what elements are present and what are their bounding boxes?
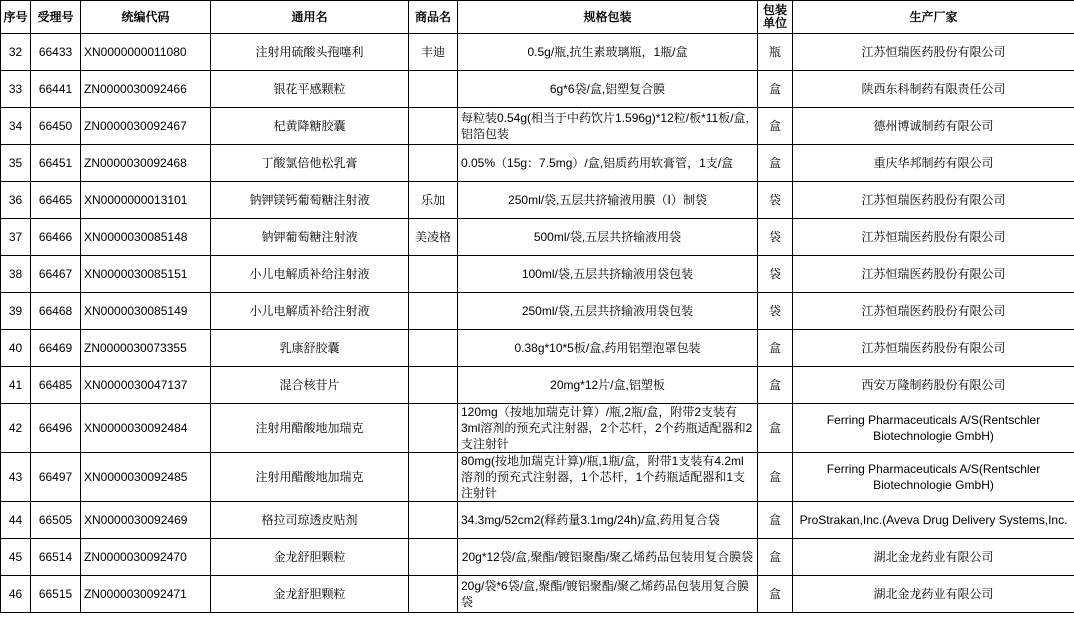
cell-unified-code: XN0000030085148: [81, 219, 211, 256]
cell-acceptance-no: 66451: [31, 145, 81, 182]
cell-manufacturer: ProStrakan,Inc.(Aveva Drug Delivery Systems,Inc.: [793, 502, 1074, 539]
table-body: [1, 34, 1074, 613]
col-header-generic-name: 通用名: [211, 1, 409, 34]
col-header-seq: 序号: [1, 1, 31, 34]
table-header-row: [1, 1, 1074, 34]
cell-package-unit: 盒: [758, 145, 793, 182]
col-header-manufacturer: 生产厂家: [793, 1, 1074, 34]
cell-seq: 37: [1, 219, 31, 256]
cell-package-unit: 袋: [758, 219, 793, 256]
cell-package-unit: 瓶: [758, 34, 793, 71]
cell-acceptance-no: 66496: [31, 404, 81, 453]
cell-package-unit: 盒: [758, 453, 793, 502]
cell-unified-code: XN0000000011080: [81, 34, 211, 71]
cell-generic-name: 钠钾镁钙葡萄糖注射液: [211, 182, 409, 219]
cell-unified-code: XN0000030047137: [81, 367, 211, 404]
cell-generic-name: 混合核苷片: [211, 367, 409, 404]
cell-package-unit: 盒: [758, 404, 793, 453]
cell-spec-package: 每粒装0.54g(相当于中药饮片1.596g)*12粒/板*11板/盒,铝箔包装: [458, 108, 758, 145]
cell-unified-code: XN0000000013101: [81, 182, 211, 219]
cell-package-unit: 袋: [758, 182, 793, 219]
cell-spec-package: 500ml/袋,五层共挤输液用袋: [458, 219, 758, 256]
table-row: [1, 367, 1074, 404]
cell-manufacturer: 重庆华邦制药有限公司: [793, 145, 1074, 182]
cell-acceptance-no: 66514: [31, 539, 81, 576]
cell-generic-name: 丁酸氯倍他松乳膏: [211, 145, 409, 182]
table-row: [1, 502, 1074, 539]
cell-acceptance-no: 66450: [31, 108, 81, 145]
cell-acceptance-no: 66485: [31, 367, 81, 404]
cell-acceptance-no: 66505: [31, 502, 81, 539]
cell-manufacturer: 湖北金龙药业有限公司: [793, 539, 1074, 576]
cell-seq: 44: [1, 502, 31, 539]
cell-seq: 36: [1, 182, 31, 219]
cell-unified-code: ZN0000030073355: [81, 330, 211, 367]
table-row: [1, 453, 1074, 502]
table-row: [1, 34, 1074, 71]
cell-spec-package: 0.38g*10*5板/盒,药用铝塑泡罩包装: [458, 330, 758, 367]
cell-generic-name: 小儿电解质补给注射液: [211, 256, 409, 293]
table-row: [1, 330, 1074, 367]
col-header-package-unit: 包装单位: [758, 1, 793, 34]
cell-manufacturer: 陕西东科制药有限责任公司: [793, 71, 1074, 108]
cell-spec-package: 80mg(按地加瑞克计算)/瓶,1瓶/盒，附带1支装有4.2ml溶剂的预充式注射器，1个芯杆，1个药瓶适配器和1支注射针: [458, 453, 758, 502]
cell-unified-code: ZN0000030092470: [81, 539, 211, 576]
table-row: [1, 576, 1074, 613]
cell-seq: 32: [1, 34, 31, 71]
col-header-acceptance-no: 受理号: [31, 1, 81, 34]
cell-trade-name: [409, 453, 458, 502]
cell-spec-package: 20g/袋*6袋/盒,聚酯/镀铝聚酯/聚乙烯药品包装用复合膜袋: [458, 576, 758, 613]
cell-generic-name: 注射用硫酸头孢噻利: [211, 34, 409, 71]
cell-package-unit: 袋: [758, 293, 793, 330]
cell-generic-name: 乳康舒胶囊: [211, 330, 409, 367]
table-row: [1, 539, 1074, 576]
cell-package-unit: 袋: [758, 256, 793, 293]
cell-trade-name: [409, 367, 458, 404]
cell-seq: 33: [1, 71, 31, 108]
cell-acceptance-no: 66497: [31, 453, 81, 502]
col-header-unified-code: 统编代码: [81, 1, 211, 34]
col-header-spec-package: 规格包装: [458, 1, 758, 34]
cell-seq: 39: [1, 293, 31, 330]
cell-unified-code: ZN0000030092466: [81, 71, 211, 108]
cell-trade-name: [409, 539, 458, 576]
cell-manufacturer: 江苏恒瑞医药股份有限公司: [793, 330, 1074, 367]
cell-unified-code: XN0000030085149: [81, 293, 211, 330]
cell-spec-package: 250ml/袋,五层共挤输液用膜（Ⅰ）制袋: [458, 182, 758, 219]
cell-manufacturer: 湖北金龙药业有限公司: [793, 576, 1074, 613]
cell-generic-name: 小儿电解质补给注射液: [211, 293, 409, 330]
cell-package-unit: 盒: [758, 576, 793, 613]
cell-trade-name: 丰迪: [409, 34, 458, 71]
cell-package-unit: 盒: [758, 539, 793, 576]
cell-trade-name: [409, 256, 458, 293]
cell-seq: 34: [1, 108, 31, 145]
cell-unified-code: ZN0000030092471: [81, 576, 211, 613]
cell-unified-code: ZN0000030092468: [81, 145, 211, 182]
cell-package-unit: 盒: [758, 108, 793, 145]
cell-generic-name: 钠钾葡萄糖注射液: [211, 219, 409, 256]
cell-seq: 35: [1, 145, 31, 182]
cell-spec-package: 6g*6袋/盒,铝塑复合膜: [458, 71, 758, 108]
cell-spec-package: 250ml/袋,五层共挤输液用袋包装: [458, 293, 758, 330]
cell-manufacturer: 江苏恒瑞医药股份有限公司: [793, 219, 1074, 256]
cell-acceptance-no: 66468: [31, 293, 81, 330]
cell-unified-code: XN0000030085151: [81, 256, 211, 293]
cell-seq: 43: [1, 453, 31, 502]
cell-generic-name: 金龙舒胆颗粒: [211, 576, 409, 613]
cell-generic-name: 杞黄降糖胶囊: [211, 108, 409, 145]
cell-seq: 38: [1, 256, 31, 293]
cell-manufacturer: 江苏恒瑞医药股份有限公司: [793, 182, 1074, 219]
cell-acceptance-no: 66441: [31, 71, 81, 108]
cell-acceptance-no: 66515: [31, 576, 81, 613]
table-row: [1, 145, 1074, 182]
cell-spec-package: 20g*12袋/盒,聚酯/镀铝聚酯/聚乙烯药品包装用复合膜袋: [458, 539, 758, 576]
cell-package-unit: 盒: [758, 367, 793, 404]
cell-manufacturer: 江苏恒瑞医药股份有限公司: [793, 256, 1074, 293]
cell-spec-package: 20mg*12片/盒,铝塑板: [458, 367, 758, 404]
cell-unified-code: XN0000030092469: [81, 502, 211, 539]
cell-seq: 41: [1, 367, 31, 404]
table-row: [1, 108, 1074, 145]
cell-trade-name: 美凌格: [409, 219, 458, 256]
cell-spec-package: 100ml/袋,五层共挤输液用袋包装: [458, 256, 758, 293]
cell-spec-package: 0.5g/瓶,抗生素玻璃瓶，1瓶/盒: [458, 34, 758, 71]
cell-package-unit: 盒: [758, 330, 793, 367]
cell-manufacturer: 江苏恒瑞医药股份有限公司: [793, 34, 1074, 71]
table-row: [1, 71, 1074, 108]
cell-generic-name: 金龙舒胆颗粒: [211, 539, 409, 576]
cell-unified-code: XN0000030092485: [81, 453, 211, 502]
cell-trade-name: [409, 293, 458, 330]
cell-generic-name: 银花平感颗粒: [211, 71, 409, 108]
cell-package-unit: 盒: [758, 502, 793, 539]
table-row: [1, 256, 1074, 293]
cell-acceptance-no: 66469: [31, 330, 81, 367]
cell-seq: 46: [1, 576, 31, 613]
table-row: [1, 219, 1074, 256]
cell-spec-package: 34.3mg/52cm2(释药量3.1mg/24h)/盒,药用复合袋: [458, 502, 758, 539]
cell-acceptance-no: 66433: [31, 34, 81, 71]
cell-acceptance-no: 66465: [31, 182, 81, 219]
cell-trade-name: [409, 404, 458, 453]
cell-seq: 45: [1, 539, 31, 576]
cell-manufacturer: Ferring Pharmaceuticals A/S(Rentschler Biotechnologie GmbH): [793, 404, 1074, 453]
cell-trade-name: [409, 71, 458, 108]
table-row: [1, 404, 1074, 453]
cell-generic-name: 格拉司琼透皮贴剂: [211, 502, 409, 539]
table-row: [1, 182, 1074, 219]
cell-manufacturer: 江苏恒瑞医药股份有限公司: [793, 293, 1074, 330]
cell-acceptance-no: 66467: [31, 256, 81, 293]
cell-manufacturer: 德州博诚制药有限公司: [793, 108, 1074, 145]
cell-trade-name: [409, 576, 458, 613]
cell-spec-package: 120mg（按地加瑞克计算）/瓶,2瓶/盒，附带2支装有3ml溶剂的预充式注射器，2个芯杆，2个药瓶适配器和2支注射针: [458, 404, 758, 453]
cell-trade-name: [409, 330, 458, 367]
cell-manufacturer: 西安万隆制药股份有限公司: [793, 367, 1074, 404]
cell-spec-package: 0.05%（15g：7.5mg）/盒,铝质药用软膏管，1支/盒: [458, 145, 758, 182]
cell-manufacturer: Ferring Pharmaceuticals A/S(Rentschler Biotechnologie GmbH): [793, 453, 1074, 502]
cell-package-unit: 盒: [758, 71, 793, 108]
cell-trade-name: [409, 108, 458, 145]
cell-acceptance-no: 66466: [31, 219, 81, 256]
cell-trade-name: 乐加: [409, 182, 458, 219]
cell-trade-name: [409, 502, 458, 539]
cell-generic-name: 注射用醋酸地加瑞克: [211, 453, 409, 502]
cell-unified-code: ZN0000030092467: [81, 108, 211, 145]
cell-seq: 42: [1, 404, 31, 453]
cell-trade-name: [409, 145, 458, 182]
col-header-trade-name: 商品名: [409, 1, 458, 34]
cell-unified-code: XN0000030092484: [81, 404, 211, 453]
cell-seq: 40: [1, 330, 31, 367]
table-row: [1, 293, 1074, 330]
cell-generic-name: 注射用醋酸地加瑞克: [211, 404, 409, 453]
